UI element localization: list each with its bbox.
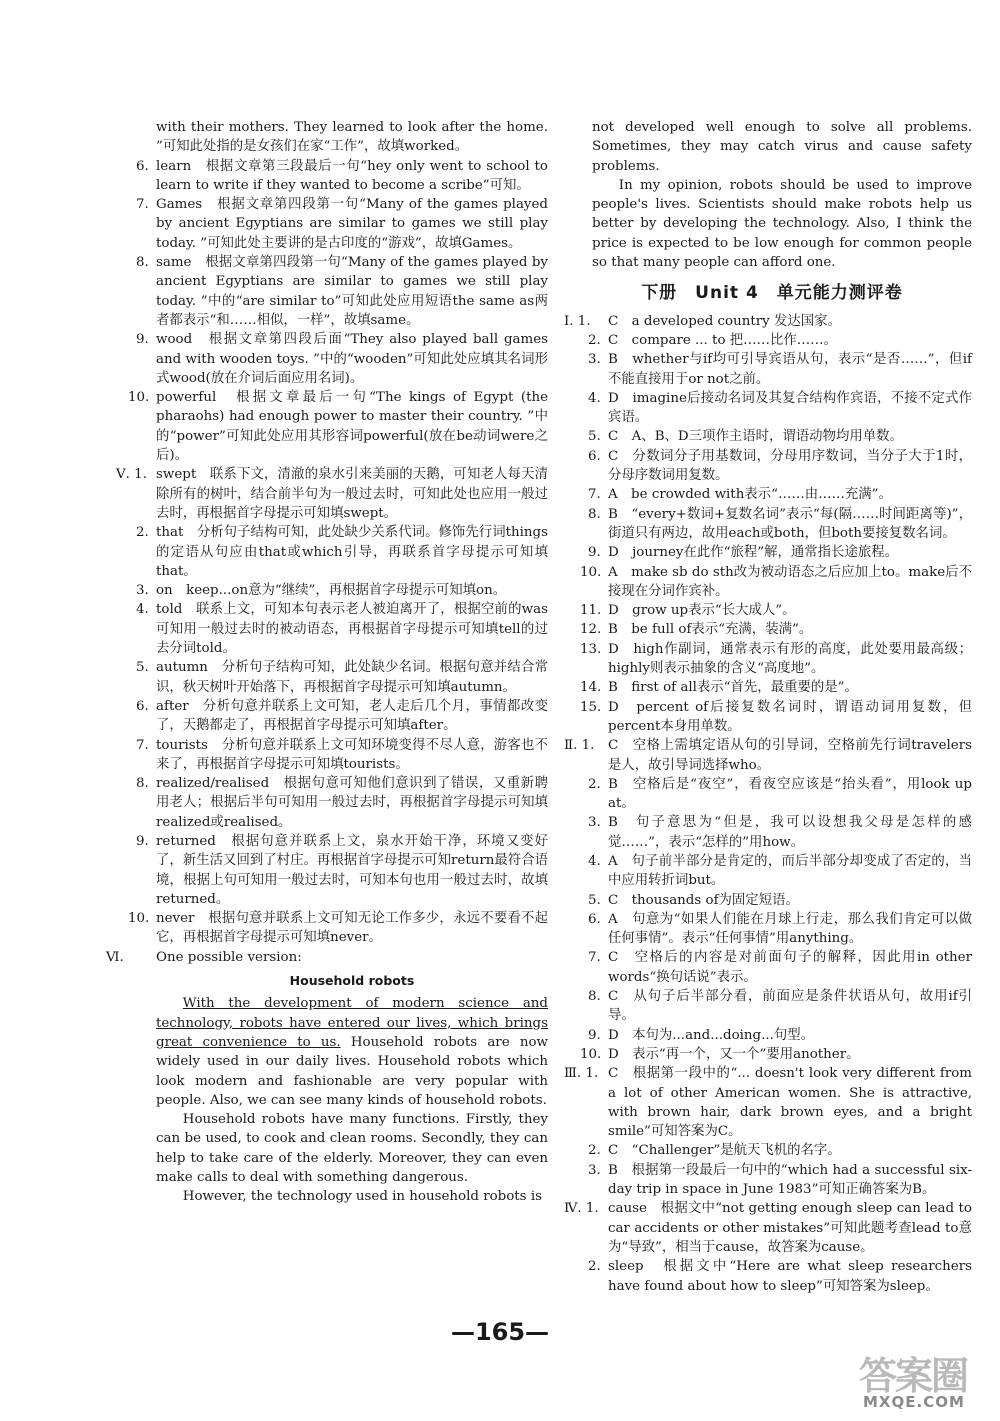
list-item bbox=[572, 389, 972, 428]
item-number: 15. bbox=[580, 699, 602, 715]
list-item bbox=[128, 523, 548, 581]
essay-title: Household robots bbox=[289, 973, 415, 989]
item-number: 5. bbox=[136, 660, 149, 676]
item-number: 5. bbox=[588, 429, 601, 445]
essay-text: Household robots are now widely used in our daily lives. Household robots which look modern and fashionable are very popular with people. Also, we can see many kinds of household robots. bbox=[156, 1034, 548, 1108]
list-item bbox=[572, 543, 972, 562]
list-item bbox=[572, 563, 972, 602]
item-text: One possible version: bbox=[156, 949, 302, 965]
item-text: B “every+数词+复数名词”表示“每(隔……时间距离等)”，街道只有两边，故用each或both，但both要接复数名词。 bbox=[608, 506, 972, 541]
list-item bbox=[128, 832, 548, 909]
item-text: never 根据句意并联系上文可知无论工作多少，永远不要看不起它，再根据首字母提示可知填never。 bbox=[156, 911, 548, 946]
item-text: cause 根据文中“not getting enough sleep can lead to car accidents or other mistakes”可知此题考查lead to意为“导致”，相当于cause，故答案为cause。 bbox=[608, 1201, 972, 1255]
item-text: sleep 根据文中“Here are what sleep researchers have found about how to sleep”可知答案为sleep。 bbox=[608, 1259, 972, 1294]
item-number: 11. bbox=[580, 603, 602, 619]
list-item bbox=[128, 774, 548, 832]
section-label: Ⅲ. 1. bbox=[564, 1066, 599, 1082]
list-item bbox=[572, 678, 972, 697]
item-number: 10. bbox=[580, 1046, 602, 1062]
item-text: powerful 根据文章最后一句“The kings of Egypt (the pharaohs) had enough power to master their country. ”中的“power”可知此处应用其形容词powerful(放在be动词were之后)。 bbox=[156, 390, 548, 464]
item-text: C “Challenger”是航天飞机的名字。 bbox=[608, 1143, 841, 1159]
left-column bbox=[106, 118, 548, 1207]
list-item bbox=[572, 910, 972, 949]
item-number: 7. bbox=[588, 487, 601, 503]
list-item bbox=[564, 312, 972, 331]
item-text: A make sb do sth改为被动语态之后应加上to。make后不接现在分词作宾补。 bbox=[608, 564, 972, 599]
list-item bbox=[128, 388, 548, 465]
item-text: A 句意为“如果人们能在月球上行走，那么我们肯定可以做任何事情”。表示“任何事情”用anything。 bbox=[608, 911, 972, 947]
list-item bbox=[572, 852, 972, 891]
item-number: 8. bbox=[588, 506, 601, 522]
item-number: 9. bbox=[136, 332, 149, 348]
item-text: swept 联系下文，清澈的泉水引来美丽的天鹅，可知老人每天清除所有的树叶，结合前半句为一般过去时，可知此处也应用一般过去时，再根据首字母提示可知填swept。 bbox=[156, 467, 548, 521]
item-text: A 句子前半部分是肯定的，而后半部分却变成了否定的，当中应用转折词but。 bbox=[608, 853, 972, 889]
item-number: 3. bbox=[588, 352, 601, 368]
list-item bbox=[116, 465, 548, 523]
list-item bbox=[572, 427, 972, 446]
right-column bbox=[564, 118, 972, 1296]
item-text: D 表示“再一个，又一个”要用another。 bbox=[608, 1046, 860, 1062]
item-number: 9. bbox=[588, 545, 601, 561]
item-number: 10. bbox=[128, 390, 150, 406]
item-number: 6. bbox=[136, 698, 149, 714]
section-iv bbox=[564, 1199, 972, 1295]
item-text: D journey在此作“旅程”解，通常指长途旅程。 bbox=[608, 545, 899, 561]
list-item bbox=[564, 1199, 972, 1257]
list-item bbox=[572, 640, 972, 679]
list-item bbox=[572, 987, 972, 1026]
item-text: that 分析句子结构可知，此处缺少关系代词。修饰先行词things的定语从句应由that或which引导，再联系首字母提示可知填that。 bbox=[156, 525, 548, 579]
list-item bbox=[128, 581, 548, 600]
list-item bbox=[128, 697, 548, 736]
item-number: 2. bbox=[588, 1143, 601, 1159]
unit-title: 下册 Unit 4 单元能力测评卷 bbox=[641, 283, 903, 304]
list-item bbox=[128, 909, 548, 948]
item-number: 6. bbox=[588, 448, 601, 464]
item-number: 3. bbox=[136, 583, 149, 599]
list-item bbox=[106, 948, 548, 967]
list-item bbox=[128, 253, 548, 330]
section-label: Ⅴ. 1. bbox=[116, 467, 147, 483]
item-text: B whether与if均可引导宾语从句，表示“是否……”，但if不能直接用于or not之前。 bbox=[608, 352, 972, 387]
list-item bbox=[572, 775, 972, 814]
item-text: D grow up表示“长大成人”。 bbox=[608, 603, 796, 619]
item-number: 2. bbox=[588, 1259, 601, 1275]
item-number: 8. bbox=[136, 255, 149, 271]
item-text: same 根据文章第四段第一句“Many of the games played by ancient Egyptians are similar to games we still play today. ”中的“are similar to”可知此处应用短语the same as两者都表示“和……相似，一样”，故填same。 bbox=[156, 255, 548, 328]
item-text: D 本句为...and...doing...句型。 bbox=[608, 1027, 815, 1043]
item-number: 3. bbox=[588, 815, 601, 831]
section-iii bbox=[564, 1064, 972, 1199]
item-text: wood 根据文章第四段后面“They also played ball games and with wooden toys. ”中的“wooden”可知此处应填其名词形式wood(放在介词后面应用名词)。 bbox=[156, 332, 548, 386]
list-item bbox=[572, 1161, 972, 1200]
list-item bbox=[128, 195, 548, 253]
item-text: C A、B、D三项作主语时，谓语动物均用单数。 bbox=[608, 429, 903, 445]
item-number: 9. bbox=[588, 1027, 601, 1043]
section-label: Ⅱ. 1. bbox=[564, 738, 595, 754]
item-text: C a developed country 发达国家。 bbox=[608, 313, 841, 329]
item-number: 4. bbox=[588, 853, 601, 869]
item-text: D high作副词，通常表示有形的高度，此处要用最高级；highly则表示抽象的含义“高度地”。 bbox=[608, 641, 972, 677]
item-text: C 从句子后半部分看，前面应是条件状语从句，故用if引导。 bbox=[608, 989, 972, 1024]
list-item bbox=[564, 1064, 972, 1141]
item-number: 13. bbox=[580, 641, 602, 657]
list-item bbox=[128, 736, 548, 775]
list-item bbox=[572, 813, 972, 852]
item-text: B 根据第一段最后一句中的“which had a successful six-day trip in space in June 1983”可知正确答案为B。 bbox=[608, 1162, 972, 1198]
item-number: 8. bbox=[136, 776, 149, 792]
item-text: realized/realised 根据句意可知他们意识到了错误，又重新聘用老人；根据后半句可知用一般过去时，再根据首字母提示可知填realized或realised。 bbox=[156, 776, 548, 830]
list-item bbox=[128, 157, 548, 196]
essay-topic-sentence: With the development of modern science and technology, robots have entered our lives, which brings great convenience to us. bbox=[156, 996, 548, 1050]
item-text: B 句子意思为“但是，我可以设想我父母是怎样的感觉……”，表示“怎样的”用how。 bbox=[608, 815, 972, 850]
answer-list-a bbox=[128, 157, 548, 466]
list-item bbox=[572, 620, 972, 639]
item-text: D imagine后接动名词及其复合结构作宾语，不接不定式作宾语。 bbox=[608, 390, 972, 426]
item-number: 12. bbox=[580, 622, 602, 638]
section-i bbox=[564, 312, 972, 737]
item-number: 6. bbox=[136, 158, 149, 174]
item-text: B be full of表示“充满，装满”。 bbox=[608, 622, 813, 638]
item-text: after 分析句意并联系上文可知，老人走后几个月，事情都改变了，天鹅都走了，再根据首字母提示可知填after。 bbox=[156, 698, 548, 734]
item-text: B 空格后是“夜空”，看夜空应该是“抬头看”，用look up at。 bbox=[608, 776, 972, 812]
item-text: D percent of后接复数名词时，谓语动词用复数，但percent本身用单数。 bbox=[608, 699, 972, 734]
item-number: 2. bbox=[588, 776, 601, 792]
item-text: C 分数词分子用基数词，分母用序数词，当分子大于1时，分母序数词用复数。 bbox=[608, 448, 972, 484]
section-label: Ⅰ. 1. bbox=[564, 313, 591, 329]
essay-paragraph bbox=[128, 994, 548, 1110]
essay-paragraph: Household robots have many functions. Firstly, they can be used, to cook and clean rooms. Secondly, they can help to take care of the elderly. Moreover, they can even make calls to deal with something dangerous. bbox=[156, 1112, 548, 1186]
list-item bbox=[572, 1257, 972, 1296]
list-item bbox=[572, 1045, 972, 1064]
item-number: 7. bbox=[588, 950, 601, 966]
item-text: C compare ... to 把……比作……。 bbox=[608, 332, 837, 348]
item-number: 2. bbox=[136, 525, 149, 541]
item-number: 7. bbox=[136, 737, 149, 753]
item-text: A be crowded with表示“……由……充满”。 bbox=[608, 487, 892, 503]
watermark-url: MXQE.COM bbox=[863, 1393, 965, 1411]
item-number: 9. bbox=[136, 833, 149, 849]
item-number: 7. bbox=[136, 197, 149, 213]
list-item bbox=[572, 505, 972, 544]
item-number: 8. bbox=[588, 989, 601, 1005]
item-number: 4. bbox=[588, 390, 601, 406]
item-text: B first of all表示“首先，最重要的是”。 bbox=[608, 680, 858, 696]
essay-continuation: not developed well enough to solve all problems. Sometimes, they may catch virus and cause safety problems. bbox=[592, 120, 972, 174]
section-ii bbox=[564, 736, 972, 1064]
list-item bbox=[128, 658, 548, 697]
item-number: 5. bbox=[588, 892, 601, 908]
item-text: returned 根据句意并联系上文，泉水开始干净，环境又变好了，新生活又回到了村庄。再根据首字母提示可知return最符合语境，根据上句可知用一般过去时，可知本句也用一般过去时，故填returned。 bbox=[156, 833, 548, 907]
item-text: C 空格上需填定语从句的引导词，空格前先行词travelers是人，故引导词选择who。 bbox=[608, 738, 972, 773]
item-number: 6. bbox=[588, 911, 601, 927]
list-item bbox=[572, 948, 972, 987]
item-text: on keep...on意为“继续”，再根据首字母提示可知填on。 bbox=[156, 583, 507, 599]
item-number: 4. bbox=[136, 602, 149, 618]
item-number: 10. bbox=[128, 911, 150, 927]
item-number: 10. bbox=[580, 564, 602, 580]
item-number: 2. bbox=[588, 332, 601, 348]
continuation-text: with their mothers. They learned to look after the home. ”可知此处指的是女孩们在家“工作”，故填worked。 bbox=[156, 120, 548, 155]
section-v bbox=[116, 465, 548, 947]
watermark-chinese: 答案圈 bbox=[859, 1354, 968, 1398]
page-number: —165— bbox=[450, 1318, 550, 1346]
item-number: 14. bbox=[580, 680, 602, 696]
essay-paragraph: In my opinion, robots should be used to improve people's lives. Scientists should make robots help us better by developing the technology. Also, I think the price is expected to be low enough for common people so that many people can afford one. bbox=[592, 177, 972, 271]
list-item bbox=[564, 736, 972, 775]
list-item bbox=[572, 447, 972, 486]
item-text: autumn 分析句子结构可知，此处缺少名词。根据句意并结合常识，秋天树叶开始落下，再根据首字母提示可知填autumn。 bbox=[156, 660, 548, 695]
list-item bbox=[572, 698, 972, 737]
list-item bbox=[572, 1141, 972, 1160]
item-text: C 根据第一段中的“... doesn't look very different from a lot of other American women. She is attractive, with brown hair, dark brown eyes, and a bright smile”可知答案为C。 bbox=[608, 1066, 972, 1140]
list-item bbox=[572, 331, 972, 350]
item-number: 3. bbox=[588, 1162, 601, 1178]
list-item bbox=[572, 485, 972, 504]
list-item bbox=[572, 350, 972, 389]
item-text: tourists 分析句意并联系上文可知环境变得不尽人意，游客也不来了，再根据首字母提示可知填tourists。 bbox=[156, 737, 548, 772]
essay-paragraph: However, the technology used in household robots is bbox=[182, 1189, 542, 1205]
section-label: Ⅵ. bbox=[106, 949, 124, 965]
item-text: C 空格后的内容是对前面句子的解释，因此用in other words“换句话说”表示。 bbox=[608, 950, 972, 985]
section-vi bbox=[106, 948, 548, 1207]
item-text: Games 根据文章第四段第一句“Many of the games played by ancient Egyptians are similar to games we still play today. ”可知此处主要讲的是古印度的“游戏”，故填Games。 bbox=[156, 197, 548, 251]
section-label: Ⅳ. 1. bbox=[564, 1201, 599, 1217]
list-item bbox=[572, 1026, 972, 1045]
list-item bbox=[128, 330, 548, 388]
item-text: C thousands of为固定短语。 bbox=[608, 892, 799, 908]
item-text: told 联系上文，可知本句表示老人被迫离开了，根据空前的was可知用一般过去时的被动语态，再根据首字母提示可知填tell的过去分词told。 bbox=[156, 602, 548, 657]
item-text: learn 根据文章第三段最后一句“hey only went to school to learn to write if they wanted to become a scribe”可知。 bbox=[156, 158, 548, 193]
list-item bbox=[572, 601, 972, 620]
list-item bbox=[128, 600, 548, 658]
watermark-logo bbox=[855, 1345, 1000, 1421]
list-item bbox=[572, 891, 972, 910]
